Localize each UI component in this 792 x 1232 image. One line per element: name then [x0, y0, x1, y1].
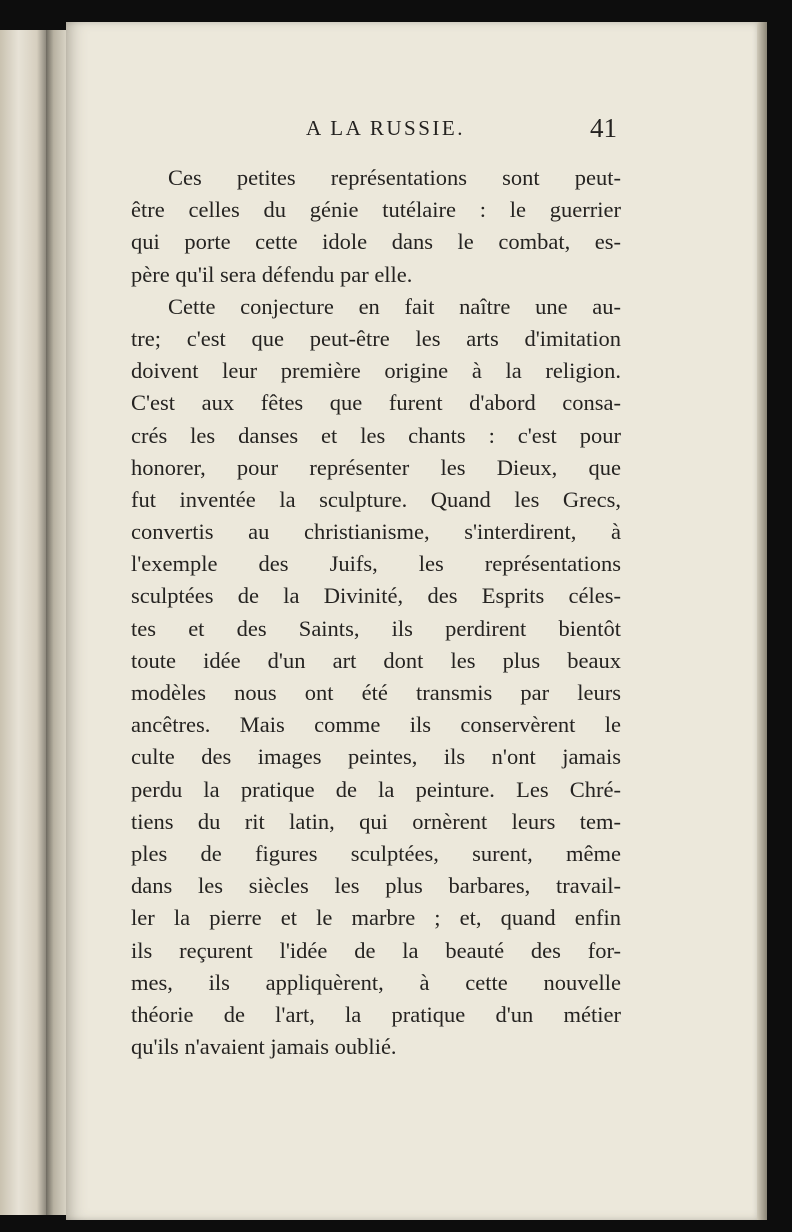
text-line: perdu la pratique de la peinture. Les Chré- [131, 776, 621, 802]
text-line: tes et des Saints, ils perdirent bientôt [131, 615, 621, 641]
paragraph [131, 162, 621, 291]
text-line: convertis au christianisme, s'interdirent, à [131, 519, 621, 545]
text-line: tre; c'est que peut-être les arts d'imitation [131, 325, 621, 351]
text-line: théorie de l'art, la pratique d'un métier [131, 1001, 621, 1027]
text-line: ler la pierre et le marbre ; et, quand enfin [131, 905, 621, 931]
book-gutter [46, 30, 68, 1215]
text-line: Ces petites représentations sont peut- [168, 165, 621, 190]
running-head: A LA RUSSIE. [306, 116, 465, 140]
text-line: être celles du génie tutélaire : le guerrier [131, 197, 621, 223]
text-line: qu'ils n'avaient jamais oublié. [131, 1034, 397, 1060]
text-line: sculptées de la Divinité, des Esprits céles- [131, 583, 621, 609]
text-line: C'est aux fêtes que furent d'abord consa- [131, 390, 621, 416]
text-line: crés les danses et les chants : c'est pour [131, 422, 621, 448]
text-line: mes, ils appliquèrent, à cette nouvelle [131, 969, 621, 995]
text-line: qui porte cette idole dans le combat, es- [131, 229, 621, 255]
text-line: l'exemple des Juifs, les représentations [131, 551, 621, 577]
book-page [66, 22, 760, 1220]
text-line: honorer, pour représenter les Dieux, que [131, 454, 621, 480]
text-line: ancêtres. Mais comme ils conservèrent le [131, 712, 621, 738]
page-fore-edge [757, 22, 767, 1220]
text-line: Cette conjecture en fait naître une au- [168, 293, 621, 319]
text-line: toute idée d'un art dont les plus beaux [131, 647, 621, 673]
body-text [131, 162, 621, 1063]
text-line: doivent leur première origine à la religion. [131, 358, 621, 384]
text-line: ils reçurent l'idée de la beauté des for- [131, 937, 621, 963]
text-line: culte des images peintes, ils n'ont jamais [131, 744, 621, 770]
text-line: ples de figures sculptées, surent, même [131, 840, 621, 866]
text-line: tiens du rit latin, qui ornèrent leurs tem- [131, 808, 621, 834]
text-line: dans les siècles les plus barbares, travail- [131, 873, 621, 899]
text-line: père qu'il sera défendu par elle. [131, 261, 413, 287]
page-header [66, 110, 760, 146]
page-number: 41 [590, 113, 617, 143]
facing-page-edge [0, 30, 46, 1215]
text-line: fut inventée la sculpture. Quand les Grecs, [131, 486, 621, 512]
paragraph [131, 291, 621, 1064]
text-line: modèles nous ont été transmis par leurs [131, 680, 621, 705]
